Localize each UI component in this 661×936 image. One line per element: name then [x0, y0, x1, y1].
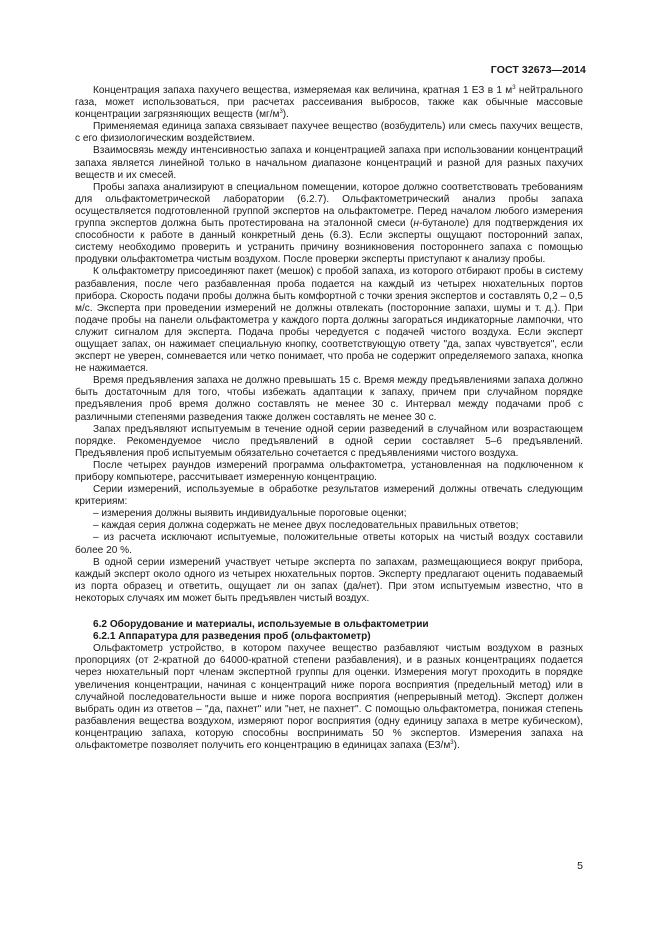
section-heading: 6.2 Оборудование и материалы, используемые в ольфактометрии: [93, 619, 429, 631]
paragraph-criteria-intro: Серии измерений, используемые в обработке результатов измерений должны отвечать следующим критериям:: [75, 484, 583, 508]
list-item: – измерения должны выявить индивидуальные пороговые оценки;: [93, 508, 407, 520]
list-item: – из расчета исключают испытуемые, положительные ответы которых на чистый воздух составили более 20 %.: [75, 532, 583, 556]
document-body: [75, 85, 583, 752]
paragraph-olfactometer-definition: Ольфактометр устройство, в котором пахучее вещество разбавляют чистым воздухом в разных пропорциях (от 2-кратной до 64000-кратной степени разбавления), и в разных концентрациях подается через нюхательный порт членам экспертной группы для оценки. Измерения могут проходить в порядке увеличения концентрации, начиная с концентраций ниже порога восприятия (предельный метод) или в случайной последовательности выше и ниже порога восприятия (непрерывный метод). Эксперт должен выбрать один из ответов – "да, пахнет" или "нет, не пахнет". С помощью ольфактометра, понижая степень разбавления вещества воздухом, измеряют порог восприятия (одну единицу запаха в метре кубическом), концентрацию запаха, которую способны воспринимать 50 % экспертов. Измерения запаха на ольфактометре позволяет получить его концентрацию в единицах запаха $(ЕЗ/м^3)$.: [75, 643, 583, 751]
paragraph-four-experts: В одной серии измерений участвует четыре эксперта по запахам, размещающиеся вокруг прибора, каждый эксперт около одного из четырех нюхательных портов. Эксперту предлагают оценить подаваемый из порта образец и ответить, ощущает ли он запах (да/нет). При этом испытуемым известно, что в некоторых случаях им может быть предъявлен чистый воздух.: [75, 556, 583, 604]
paragraph-intensity-relation: Взаимосвязь между интенсивностью запаха и концентрацией запаха при использовании концентраций запаха является линейной только в начальном диапазоне концентраций и разной для разных пахучих веществ и их смесей.: [75, 145, 583, 181]
paragraph-dilution-series: Запах предъявляют испытуемым в течение одной серии разведений в случайном или возрастающем порядке. Рекомендуемое число предъявлений в одной серии составляет 5–6 предъявлений. Предъявления проб испытуемым обязательно сочетается с предъявлениями чистого воздуха.: [75, 423, 583, 459]
paragraph-presentation-time: Время предъявления запаха не должно превышать 15 с. Время между предъявлениями запаха должно быть достаточным для того, чтобы избежать адаптации к запаху, причем при случайном порядке предъявления проб время должно составлять не менее 30 с. Интервал между подачами проб с различными степенями разведения также должен составлять не менее 30 с.: [75, 375, 583, 423]
document-code: ГОСТ 32673—2014: [490, 64, 586, 76]
list-item: – каждая серия должна содержать не менее двух последовательных правильных ответов;: [93, 520, 519, 532]
paragraph-odor-concentration: Концентрация запаха пахучего вещества, измеряемая как величина, кратная 1 ЕЗ в 1 $м^3$ нейтрального газа, может использоваться, при расчетах рассеивания выбросов, также как обычные массовые концентрации загрязняющих веществ $(мг/м^3)$.: [75, 85, 583, 121]
paragraph-sample-analysis: Пробы запаха анализируют в специальном помещении, которое должно соответствовать требованиям для ольфактометрической лаборатории (6.2.7). Ольфактометрический анализ пробы запаха осуществляется подготовленной группой экспертов на ольфактометре. Перед началом любого измерения группа экспертов должна быть протестирована на эталонной смеси (н-бутаноле) для подтверждения их способности к работе в данный конкретный день (6.3). Если эксперты ощущают посторонний запах, систему необходимо проверить и устранить причину возникновения постороннего запаха с помощью продувки ольфактометра чистым воздухом. После проверки эксперты приступают к анализу пробы.: [75, 181, 583, 266]
paragraph-odor-unit: Применяемая единица запаха связывает пахучее вещество (возбудитель) или смесь пахучих веществ, с его физиологическим воздействием.: [75, 121, 583, 145]
subsection-heading: 6.2.1 Аппаратура для разведения проб (ольфактометр): [93, 631, 371, 643]
page-number: 5: [577, 860, 583, 872]
paragraph-computation: После четырех раундов измерений программа ольфактометра, установленная на подключенном к прибору компьютере, рассчитывает измеренную концентрацию.: [75, 459, 583, 483]
paragraph-olfactometer-procedure: К ольфактометру присоединяют пакет (мешок) с пробой запаха, из которого отбирают пробы в систему разбавления, после чего разбавленная проба подается на каждый из четырех нюхательных портов прибора. Скорость подачи пробы должна быть комфортной с точки зрения экспертов и составлять 0,2 – 0,5 м/с. Эксперта при проведении измерений не должны отвлекать (посторонние запахи, шумы и т. д.). При подаче пробы на панели ольфактометра у каждого порта должны загораться индикаторные лампочки, что служит сигналом для эксперта. Подача пробы чередуется с подачей чистого воздуха. Если эксперт ощущает запах, он нажимает специальную кнопку, соответствующую ответу "да, запах чувствуется", если эксперт не уверен, сомневается или четко понимает, что проба не содержит определяемого запаха, кнопка не нажимается.: [75, 266, 583, 375]
